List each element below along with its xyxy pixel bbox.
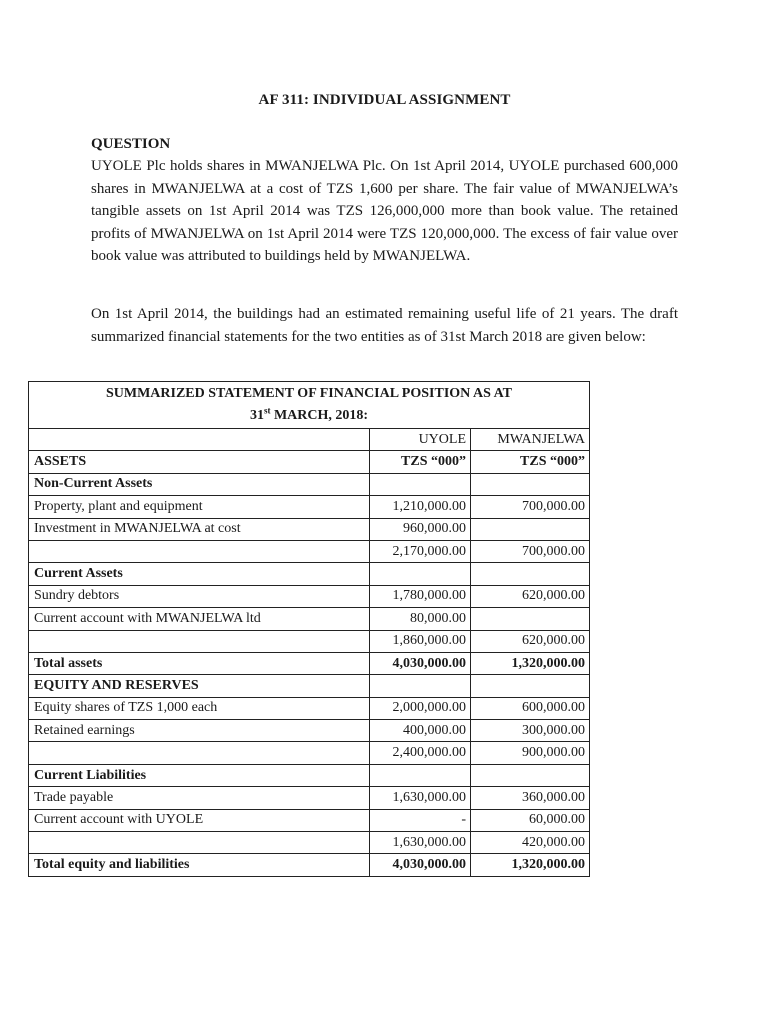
row-value-mwanjelwa [471,563,590,585]
unit-uyole: TZS “000” [370,451,471,473]
row-label: Current Assets [29,563,370,585]
table-row [29,496,590,518]
table-title-line-1: SUMMARIZED STATEMENT OF FINANCIAL POSITION AS AT [105,386,513,401]
row-value-mwanjelwa: 60,000.00 [471,809,590,831]
row-value-mwanjelwa: 300,000.00 [471,720,590,742]
document-title: AF 311: INDIVIDUAL ASSIGNMENT [258,92,511,108]
row-value-uyole: - [370,809,471,831]
row-value-uyole: 80,000.00 [370,608,471,630]
table-row [29,518,590,540]
table-row [29,473,590,495]
row-label: Current Liabilities [29,764,370,786]
table-row [29,563,590,585]
column-header-uyole: UYOLE [370,429,471,451]
unit-mwanjelwa: TZS “000” [471,451,590,473]
row-value-mwanjelwa: 620,000.00 [471,585,590,607]
row-value-mwanjelwa [471,518,590,540]
row-label: Equity shares of TZS 1,000 each [29,697,370,719]
table-title [29,382,590,429]
row-value-mwanjelwa: 420,000.00 [471,832,590,854]
table-title-day: 31 [249,408,264,423]
table-row [29,585,590,607]
row-label: Retained earnings [29,720,370,742]
row-value-uyole: 1,780,000.00 [370,585,471,607]
row-label: Property, plant and equipment [29,496,370,518]
row-label: Non-Current Assets [29,473,370,495]
table-row [29,764,590,786]
row-value-uyole: 2,400,000.00 [370,742,471,764]
row-label [29,540,370,562]
row-value-mwanjelwa: 900,000.00 [471,742,590,764]
column-header-row [29,429,590,451]
row-label: Current account with UYOLE [29,809,370,831]
row-value-uyole: 400,000.00 [370,720,471,742]
table-row [29,832,590,854]
row-label: Total equity and liabilities [29,854,370,876]
table-row [29,809,590,831]
table-row [29,697,590,719]
table-title-row [29,382,590,429]
row-label: Trade payable [29,787,370,809]
financial-position-table [28,381,590,877]
row-label: Investment in MWANJELWA at cost [29,518,370,540]
row-value-mwanjelwa [471,608,590,630]
row-value-mwanjelwa [471,764,590,786]
table-row [29,540,590,562]
table-row [29,787,590,809]
table-row [29,854,590,876]
row-value-mwanjelwa: 600,000.00 [471,697,590,719]
table-row [29,630,590,652]
row-value-uyole [370,473,471,495]
row-value-mwanjelwa: 700,000.00 [471,496,590,518]
question-paragraph-2: On 1st April 2014, the buildings had an estimated remaining useful life of 21 years. The draft summarized financial statements for the two entities as of 31st March 2018 are given below: [91,306,678,345]
row-value-mwanjelwa: 1,320,000.00 [471,854,590,876]
table-title-line-2: MARCH, 2018: [270,408,369,423]
row-value-uyole [370,563,471,585]
row-value-mwanjelwa [471,675,590,697]
row-value-mwanjelwa [471,473,590,495]
table-title-suffix: st [263,405,271,416]
header-blank-cell [29,429,370,451]
row-value-mwanjelwa: 1,320,000.00 [471,652,590,674]
row-value-uyole [370,764,471,786]
row-label: EQUITY AND RESERVES [29,675,370,697]
row-label: Total assets [29,652,370,674]
row-value-uyole: 1,210,000.00 [370,496,471,518]
row-label: Sundry debtors [29,585,370,607]
table-row [29,720,590,742]
row-value-mwanjelwa: 360,000.00 [471,787,590,809]
row-label: Current account with MWANJELWA ltd [29,608,370,630]
row-value-mwanjelwa: 620,000.00 [471,630,590,652]
row-value-uyole [370,675,471,697]
question-heading: QUESTION [91,136,171,152]
row-label [29,630,370,652]
row-value-uyole: 2,000,000.00 [370,697,471,719]
row-value-uyole: 1,630,000.00 [370,832,471,854]
table-row [29,675,590,697]
table-row [29,608,590,630]
column-header-mwanjelwa: MWANJELWA [471,429,590,451]
assets-label: ASSETS [29,451,370,473]
table-row [29,652,590,674]
row-value-mwanjelwa: 700,000.00 [471,540,590,562]
question-paragraph-1: UYOLE Plc holds shares in MWANJELWA Plc. On 1st April 2014, UYOLE purchased 600,000 shares in MWANJELWA at a cost of TZS 1,600 per share. The fair value of MWANJELWA’s tangible assets on 1st April 2014 was TZS 126,000,000 more than book value. The retained profits of MWANJELWA on 1st April 2014 were TZS 120,000,000. The excess of fair value over book value was attributed to buildings held by MWANJELWA. [91,158,678,265]
row-value-uyole: 2,170,000.00 [370,540,471,562]
table-row [29,742,590,764]
unit-header-row [29,451,590,473]
row-value-uyole: 4,030,000.00 [370,652,471,674]
row-value-uyole: 1,630,000.00 [370,787,471,809]
row-label [29,832,370,854]
row-label [29,742,370,764]
row-value-uyole: 4,030,000.00 [370,854,471,876]
row-value-uyole: 1,860,000.00 [370,630,471,652]
row-value-uyole: 960,000.00 [370,518,471,540]
